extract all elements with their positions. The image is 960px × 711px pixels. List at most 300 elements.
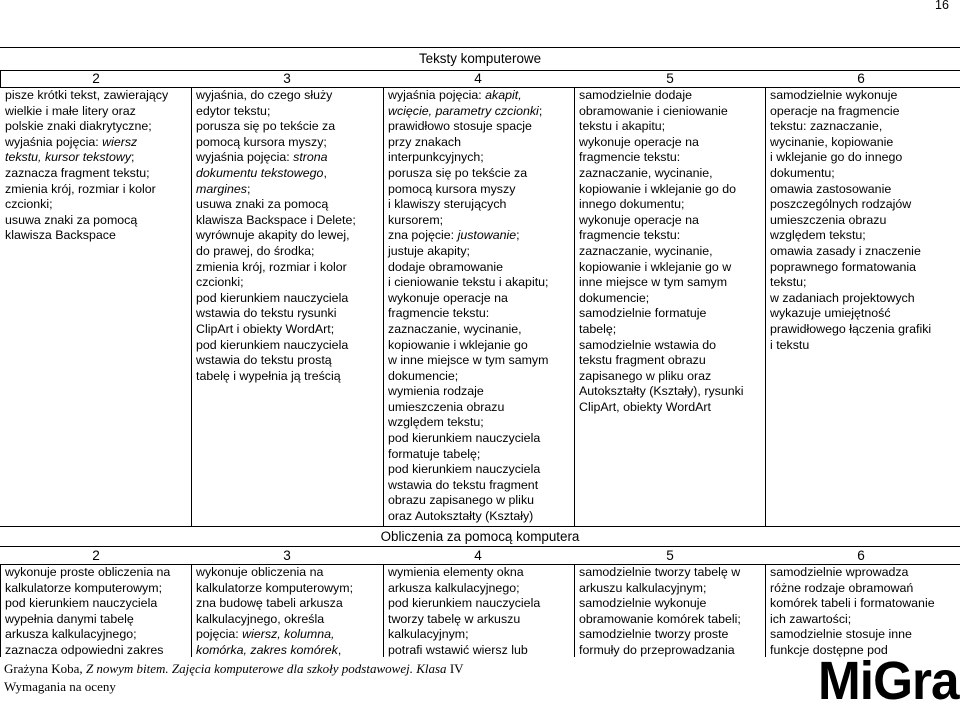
cell-text: pod kierunkiem nauczyciela <box>196 290 349 305</box>
cell-line <box>388 596 540 612</box>
cell-line <box>388 462 548 478</box>
cell-text: kalkulatorze komputerowym; <box>5 580 163 595</box>
cell-text: wymienia rodzaje <box>388 384 484 399</box>
cell-text: klawisza Backspace i Delete; <box>196 212 356 227</box>
cell-term-italic: akapit, <box>485 88 522 102</box>
cell-line <box>579 338 744 354</box>
cell-line <box>579 581 741 597</box>
cell-line <box>579 643 741 659</box>
cell-line <box>196 88 356 104</box>
col-divider <box>383 564 384 657</box>
cell-term-italic: wiersz <box>102 134 138 149</box>
section2-colnum: 4 <box>474 548 482 563</box>
cell-line <box>579 565 741 581</box>
cell-line <box>579 119 744 135</box>
cell-text: umieszczenia obrazu <box>388 399 505 414</box>
cell-line <box>770 565 935 581</box>
section1-cell-grade2 <box>5 88 168 244</box>
section1-colnum: 2 <box>92 71 100 86</box>
cell-text: operacje na fragmencie <box>770 103 900 118</box>
cell-text: wyrównuje akapity do lewej, <box>196 228 350 243</box>
cell-text: czcionki; <box>5 197 53 212</box>
cell-line <box>5 612 170 628</box>
cell-line <box>196 104 356 120</box>
cell-line <box>579 384 744 400</box>
footer-citation <box>4 661 464 677</box>
cell-line <box>388 415 548 431</box>
section1-cell-grade6 <box>770 88 931 353</box>
cell-line <box>579 596 741 612</box>
cell-text: tekstu; <box>770 275 807 290</box>
cell-line <box>579 353 744 369</box>
cell-line <box>579 213 744 229</box>
section2-cell-grade2 <box>5 565 170 659</box>
cell-line <box>770 228 931 244</box>
cell-text: i wklejanie go do innego <box>770 150 903 165</box>
cell-line <box>579 135 744 151</box>
cell-text: samodzielnie wprowadza <box>770 565 909 579</box>
cell-text: wycinanie, kopiowanie <box>770 134 894 149</box>
cell-line <box>579 197 744 213</box>
cell-line <box>388 581 540 597</box>
cell-line <box>770 306 931 322</box>
cell-line <box>770 260 931 276</box>
footer-book-title: Z nowym bitem. Zajęcia komputerowe dla szkoły podstawowej. Klasa <box>85 661 447 676</box>
cell-line <box>770 612 935 628</box>
footer-class: IV <box>446 661 464 676</box>
cell-text: wykonuje obliczenia na <box>196 565 324 579</box>
cell-text: pod kierunkiem nauczyciela <box>388 462 541 477</box>
cell-text: omawia zasady i znaczenie <box>770 243 921 258</box>
cell-line <box>196 244 356 260</box>
cell-text: wykonuje operacje na <box>388 290 508 305</box>
cell-text: prawidłowo stosuje spacje <box>388 119 532 134</box>
cell-line <box>5 119 168 135</box>
cell-line <box>770 88 931 104</box>
cell-text: samodzielnie wstawia do <box>579 337 717 352</box>
cell-line <box>196 119 356 135</box>
cell-line <box>579 400 744 416</box>
cell-line <box>579 260 744 276</box>
cell-line <box>388 509 548 525</box>
cell-text: tekstu i akapitu; <box>579 119 666 134</box>
cell-term-italic: wiersz, kolumna, <box>242 627 335 642</box>
section1-cell-grade5 <box>579 88 744 415</box>
cell-text: edytor tekstu; <box>196 103 271 118</box>
cell-line <box>388 643 540 659</box>
cell-line <box>5 88 168 104</box>
cell-text: zaznaczanie, wycinanie, <box>579 243 713 258</box>
migra-logo: MiGra <box>818 651 959 711</box>
cell-line <box>388 182 548 198</box>
cell-text: tekstu fragment obrazu <box>579 353 706 368</box>
cell-line <box>5 627 170 643</box>
cell-text: formuły do przeprowadzania <box>579 642 735 657</box>
cell-line <box>579 612 741 628</box>
cell-text: inne miejsce w tym samym <box>579 275 728 290</box>
cell-text: kalkulacyjnego, określa <box>196 611 325 626</box>
section1-colnum: 4 <box>474 71 482 86</box>
cell-line <box>770 275 931 291</box>
cell-text: samodzielnie stosuje inne <box>770 627 912 642</box>
cell-text: zaznacza fragment tekstu; <box>5 165 150 180</box>
cell-line <box>579 627 741 643</box>
cell-term-italic: margines <box>196 181 247 196</box>
cell-text: , <box>337 642 342 657</box>
cell-line <box>579 322 744 338</box>
cell-text: samodzielnie formatuje <box>579 306 707 321</box>
cell-text: samodzielnie tworzy tabelę w <box>579 565 741 579</box>
cell-text: pod kierunkiem nauczyciela <box>388 596 541 611</box>
cell-line <box>579 104 744 120</box>
col-divider <box>383 87 384 526</box>
cell-line <box>196 581 353 597</box>
cell-line <box>770 338 931 354</box>
cell-line <box>196 275 356 291</box>
cell-text: ; <box>131 150 135 165</box>
cell-line <box>196 228 356 244</box>
cell-text: pod kierunkiem nauczyciela <box>196 337 349 352</box>
cell-line <box>196 353 356 369</box>
cell-line <box>388 166 548 182</box>
cell-text: prawidłowego łączenia grafiki <box>770 321 932 336</box>
cell-line <box>579 244 744 260</box>
cell-text: interpunkcyjnych; <box>388 150 484 165</box>
cell-term-italic: dokumentu tekstowego <box>196 165 324 180</box>
cell-line <box>196 150 356 166</box>
cell-line <box>388 478 548 494</box>
cell-text: dokumentu; <box>770 165 835 180</box>
cell-line <box>196 197 356 213</box>
cell-term-italic: tekstu, kursor tekstowy <box>5 150 132 165</box>
cell-line <box>5 104 168 120</box>
cell-line <box>5 565 170 581</box>
cell-line <box>196 643 353 659</box>
section2-cell-grade5 <box>579 565 741 659</box>
cell-line <box>388 384 548 400</box>
cell-text: obrazu zapisanego w pliku <box>388 493 535 508</box>
cell-text: usuwa znaki za pomocą <box>196 197 329 212</box>
cell-line <box>770 119 931 135</box>
col-divider <box>765 564 766 657</box>
cell-text: i klawiszy sterujących <box>388 197 507 212</box>
cell-text: wykonuje proste obliczenia na <box>5 565 171 579</box>
cell-line <box>388 244 548 260</box>
cell-text: zmienia krój, rozmiar i kolor <box>196 259 347 274</box>
cell-line <box>388 447 548 463</box>
cell-text: wykonuje operacje na <box>579 212 699 227</box>
cell-line <box>579 275 744 291</box>
cell-line <box>770 596 935 612</box>
section2-cell-grade3 <box>196 565 353 659</box>
cell-line <box>579 182 744 198</box>
cell-line <box>388 88 548 104</box>
cell-term-italic: justowanie <box>457 228 517 243</box>
cell-text: arkuszu kalkulacyjnym; <box>579 580 707 595</box>
cell-line <box>579 291 744 307</box>
section1-cell-grade3 <box>196 88 356 384</box>
cell-term-italic: wcięcie, parametry czcionki <box>388 103 539 118</box>
cell-line <box>388 135 548 151</box>
cell-text: tworzy tabelę w arkuszu <box>388 611 521 626</box>
cell-line <box>388 260 548 276</box>
col-divider <box>191 564 192 657</box>
cell-line <box>388 213 548 229</box>
section2-cell-grade4 <box>388 565 540 659</box>
cell-text: samodzielnie dodaje <box>579 88 692 102</box>
cell-text: wypełnia danymi tabelę <box>5 611 134 626</box>
cell-line <box>388 197 548 213</box>
cell-text: przy znakach <box>388 134 462 149</box>
cell-line <box>770 150 931 166</box>
cell-line <box>770 104 931 120</box>
col-divider <box>191 87 192 526</box>
cell-text: wyjaśnia pojęcia: <box>388 88 486 102</box>
cell-line <box>579 150 744 166</box>
col-divider <box>574 87 575 526</box>
cell-line <box>196 565 353 581</box>
cell-text: arkusza kalkulacyjnego; <box>388 580 520 595</box>
cell-text: względem tekstu; <box>388 415 484 430</box>
cell-text: zna pojęcie: <box>388 228 458 243</box>
cell-line <box>770 322 931 338</box>
cell-text: ich zawartości; <box>770 611 852 626</box>
cell-text: zaznaczanie, wycinanie, <box>388 321 522 336</box>
cell-line <box>388 565 540 581</box>
cell-line <box>196 182 356 198</box>
section2-title: Obliczenia za pomocą komputera <box>380 529 580 544</box>
section2-colnum: 6 <box>857 548 865 563</box>
cell-text: tekstu: zaznaczanie, <box>770 119 883 134</box>
cell-text: dokumencie; <box>388 368 459 383</box>
cell-text: dokumencie; <box>579 290 650 305</box>
cell-line <box>770 135 931 151</box>
cell-line <box>196 369 356 385</box>
cell-text: formatuje tabelę; <box>388 446 481 461</box>
section1-title: Teksty komputerowe <box>418 51 542 66</box>
cell-text: pod kierunkiem nauczyciela <box>388 431 541 446</box>
cell-line <box>196 596 353 612</box>
cell-line <box>5 213 168 229</box>
cell-text: kursorem; <box>388 212 444 227</box>
cell-text: poszczególnych rodzajów <box>770 197 912 212</box>
cell-line <box>770 291 931 307</box>
cell-text: pojęcia: <box>196 627 243 642</box>
cell-text: kopiowanie i wklejanie go do <box>579 181 737 196</box>
cell-line <box>196 338 356 354</box>
cell-text: zaznacza odpowiedni zakres <box>5 642 164 657</box>
cell-text: porusza się po tekście za <box>388 165 528 180</box>
cell-text: zna budowę tabeli arkusza <box>196 596 343 611</box>
cell-text: wykonuje operacje na <box>579 134 699 149</box>
cell-line <box>196 322 356 338</box>
cell-text: ; <box>516 228 520 243</box>
cell-line <box>196 612 353 628</box>
cell-line <box>5 581 170 597</box>
cell-text: wykazuje umiejętność <box>770 306 891 321</box>
cell-text: funkcje dostępne pod <box>770 642 888 657</box>
footer-author: Grażyna Koba, <box>4 661 86 676</box>
cell-line <box>5 150 168 166</box>
cell-line <box>196 627 353 643</box>
cell-line <box>388 612 540 628</box>
col-border-left <box>0 564 1 657</box>
cell-text: pod kierunkiem nauczyciela <box>5 596 158 611</box>
cell-line <box>770 213 931 229</box>
cell-line <box>770 182 931 198</box>
section1-cell-grade4 <box>388 88 548 525</box>
cell-line <box>388 291 548 307</box>
cell-line <box>579 306 744 322</box>
cell-line <box>196 213 356 229</box>
cell-term-italic: strona <box>293 150 328 165</box>
cell-text: innego dokumentu; <box>579 197 685 212</box>
cell-line <box>5 197 168 213</box>
cell-text: potrafi wstawić wiersz lub <box>388 642 528 657</box>
cell-text: kalkulatorze komputerowym; <box>196 580 354 595</box>
cell-text: wymienia elementy okna <box>388 565 524 579</box>
cell-text: różne rodzaje obramowań <box>770 580 914 595</box>
cell-text: pisze krótki tekst, zawierający <box>5 88 169 102</box>
cell-line <box>579 369 744 385</box>
cell-text: i cieniowanie tekstu i akapitu; <box>388 275 549 290</box>
cell-text: usuwa znaki za pomocą <box>5 212 138 227</box>
cell-line <box>770 581 935 597</box>
cell-line <box>388 119 548 135</box>
cell-line <box>388 369 548 385</box>
section2-colnum: 5 <box>666 548 674 563</box>
cell-line <box>388 431 548 447</box>
section2-colnum: 3 <box>283 548 291 563</box>
section1-colnum: 6 <box>857 71 865 86</box>
cell-text: wstawia do tekstu rysunki <box>196 306 337 321</box>
cell-text: w zadaniach projektowych <box>770 290 915 305</box>
cell-line <box>388 322 548 338</box>
cell-text: komórek tabeli i formatowanie <box>770 596 935 611</box>
cell-line <box>579 88 744 104</box>
cell-text: pomocą kursora myszy <box>388 181 516 196</box>
cell-line <box>5 182 168 198</box>
cell-line <box>579 166 744 182</box>
cell-line <box>388 150 548 166</box>
page-number: 16 <box>935 0 949 12</box>
col-divider <box>765 87 766 526</box>
cell-text: zaznaczanie, wycinanie, <box>579 165 713 180</box>
cell-line <box>579 228 744 244</box>
cell-text: samodzielnie wykonuje <box>770 88 898 102</box>
cell-text: zmienia krój, rozmiar i kolor <box>5 181 156 196</box>
cell-text: wstawia do tekstu fragment <box>388 477 539 492</box>
section2-header-divider <box>0 546 960 547</box>
cell-text: omawia zastosowanie <box>770 181 892 196</box>
section1-bottom-border <box>0 526 960 527</box>
cell-line <box>388 275 548 291</box>
cell-line <box>770 166 931 182</box>
cell-text: fragmencie tekstu: <box>388 306 490 321</box>
cell-text: umieszczenia obrazu <box>770 212 887 227</box>
cell-text: pomocą kursora myszy; <box>196 134 327 149</box>
cell-text: tabelę i wypełnia ją treścią <box>196 368 341 383</box>
cell-text: wielkie i małe litery oraz <box>5 103 136 118</box>
section2-cell-grade6 <box>770 565 935 659</box>
cell-text: i tekstu <box>770 337 810 352</box>
cell-text: tabelę; <box>579 321 617 336</box>
cell-text: ; <box>538 103 543 118</box>
cell-text: fragmencie tekstu: <box>579 150 681 165</box>
cell-line <box>5 643 170 659</box>
section1-top-border <box>0 47 960 48</box>
cell-text: dodaje obramowanie <box>388 259 504 274</box>
cell-text: ClipArt, obiekty WordArt <box>579 399 711 414</box>
cell-text: obramowanie i cieniowanie <box>579 103 728 118</box>
cell-line <box>196 166 356 182</box>
section1-colnum: 5 <box>666 71 674 86</box>
cell-text: ; <box>246 181 251 196</box>
cell-text: względem tekstu; <box>770 228 866 243</box>
cell-line <box>196 135 356 151</box>
cell-line <box>5 166 168 182</box>
cell-term-italic: komórka, zakres komórek <box>196 642 338 657</box>
cell-line <box>388 627 540 643</box>
cell-text: kalkulacyjnym; <box>388 627 469 642</box>
cell-text: justuje akapity; <box>388 243 470 258</box>
cell-line <box>196 260 356 276</box>
cell-line <box>770 627 935 643</box>
col-border-left <box>0 70 1 87</box>
cell-line <box>196 306 356 322</box>
cell-line <box>388 306 548 322</box>
cell-text: poprawnego formatowania <box>770 259 917 274</box>
cell-text: samodzielnie wykonuje <box>579 596 707 611</box>
col-divider <box>574 564 575 657</box>
cell-line <box>388 400 548 416</box>
cell-text: wyjaśnia pojęcia: <box>5 134 103 149</box>
cell-text: do prawej, do środka; <box>196 243 315 258</box>
cell-text: wstawia do tekstu prostą <box>196 353 332 368</box>
cell-text: klawisza Backspace <box>5 228 116 243</box>
cell-text: wyjaśnia, do czego służy <box>196 88 333 102</box>
cell-line <box>770 197 931 213</box>
cell-line <box>388 493 548 509</box>
section1-colnum: 3 <box>283 71 291 86</box>
cell-text: ClipArt i obiekty WordArt; <box>196 321 335 336</box>
cell-text: obramowanie komórek tabeli; <box>579 611 741 626</box>
cell-line <box>5 596 170 612</box>
cell-text: porusza się po tekście za <box>196 119 336 134</box>
section2-colnum: 2 <box>92 548 100 563</box>
cell-line <box>770 244 931 260</box>
cell-text: fragmencie tekstu: <box>579 228 681 243</box>
cell-line <box>388 228 548 244</box>
cell-line <box>196 291 356 307</box>
cell-line <box>5 135 168 151</box>
cell-text: samodzielnie tworzy proste <box>579 627 729 642</box>
cell-line <box>388 104 548 120</box>
cell-text: czcionki; <box>196 275 244 290</box>
cell-text: polskie znaki diakrytyczne; <box>5 119 152 134</box>
cell-text: , <box>323 165 327 180</box>
cell-text: w inne miejsce w tym samym <box>388 353 549 368</box>
cell-line <box>388 338 548 354</box>
footer-subtitle: Wymagania na oceny <box>4 679 116 694</box>
cell-line <box>5 228 168 244</box>
cell-text: wyjaśnia pojęcia: <box>196 150 294 165</box>
cell-text: zapisanego w pliku oraz <box>579 368 712 383</box>
cell-text: arkusza kalkulacyjnego; <box>5 627 137 642</box>
cell-text: oraz Autokształty (Kształy) <box>388 509 534 524</box>
cell-text: kopiowanie i wklejanie go w <box>579 259 732 274</box>
cell-text: Autokształty (Kształy), rysunki <box>579 384 744 399</box>
